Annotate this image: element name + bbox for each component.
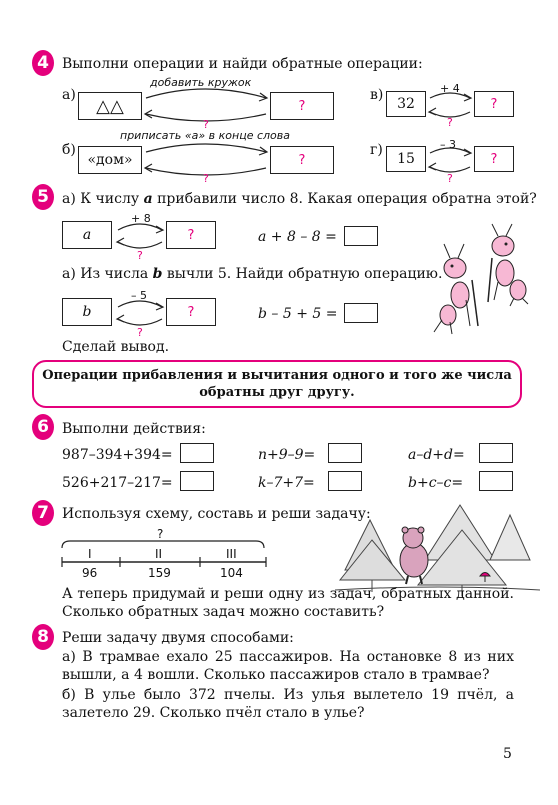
task-4g-op-label: – 3 (440, 138, 456, 151)
task-4g-result-box[interactable]: ? (474, 146, 514, 172)
task-4a-label: а) (62, 87, 76, 103)
task-4a-op-label: добавить кружок (150, 76, 252, 89)
task-7-followup-text: А теперь придумай и реши одну из задач, обратных данной. Сколько обратных задач можно составить? (62, 586, 514, 620)
task-4a-reverse-question: ? (203, 118, 209, 131)
task-4-title: Выполни операции и найди обратные операции: (62, 56, 423, 72)
task-6-expr-1: 987–394+394= (62, 447, 173, 463)
task-8a-text: а) В трамвае ехало 25 пассажиров. На остановке 8 из них вышли, а 4 вошли. Сколько пассажиров стало в трамвае? (62, 649, 514, 683)
task-5-conclusion: Сделай вывод. (62, 339, 170, 355)
task-4g-start-box: 15 (386, 146, 426, 172)
task-4g-reverse-question: ? (447, 172, 453, 185)
triangles-shape: △△ (96, 95, 124, 117)
task-5b-expression: b – 5 + 5 = (258, 306, 338, 322)
task-5b-result-box[interactable]: ? (166, 298, 216, 326)
task-5-badge: 5 (32, 184, 54, 210)
task-7-badge: 7 (32, 500, 54, 526)
task-4b-start-box: «дом» (78, 146, 142, 174)
task-5a-result-box[interactable]: ? (166, 221, 216, 249)
task-8b-text: б) В улье было 372 пчелы. Из улья вылетело 19 пчёл, а залетело 29. Сколько пчёл стало в улье? (62, 687, 514, 721)
task-4v-op-label: + 4 (440, 82, 460, 95)
scheme-part-2: II (155, 547, 163, 561)
task-5b-reverse-question: ? (137, 326, 143, 339)
task-5a-op-label: + 8 (131, 212, 151, 225)
task-5a-start-box: a (62, 221, 112, 249)
task-6-expr-3: a–d+d= (408, 447, 465, 463)
scheme-value-2: 159 (148, 566, 171, 580)
task-7-title: Используя схему, составь и реши задачу: (62, 506, 371, 522)
task-5b-start-box: b (62, 298, 112, 326)
task-8-badge: 8 (32, 624, 54, 650)
task-4a-result-box[interactable]: ? (270, 92, 334, 120)
task-6-badge: 6 (32, 414, 54, 440)
task-4b-reverse-question: ? (203, 172, 209, 185)
task-6-title: Выполни действия: (62, 421, 206, 437)
task-5-part1-text: а) К числу a прибавили число 8. Какая операция обратна этой? (62, 191, 537, 207)
task-5a-reverse-question: ? (137, 249, 143, 262)
task-4v-label: в) (370, 87, 384, 103)
task-4-badge: 4 (32, 50, 54, 76)
rule-line-2: обратны друг другу. (199, 385, 355, 400)
page-number: 5 (503, 746, 512, 762)
task-4v-reverse-question: ? (447, 116, 453, 129)
task-6-expr-6: b+c–c= (408, 475, 464, 491)
task-8-title: Реши задачу двумя способами: (62, 630, 294, 646)
task-5b-op-label: – 5 (131, 289, 147, 302)
task-4v-result-box[interactable]: ? (474, 91, 514, 117)
scheme-value-3: 104 (220, 566, 243, 580)
scheme-question: ? (157, 527, 164, 541)
scheme-part-3: III (226, 547, 237, 561)
task-4v-start-box: 32 (386, 91, 426, 117)
task-6-expr-2: n+9–9= (258, 447, 316, 463)
task-5-part2-text: а) Из числа b вычли 5. Найди обратную операцию. (62, 266, 443, 282)
scheme-value-1: 96 (82, 566, 98, 580)
rule-line-1: Операции прибавления и вычитания одного и того же числа (42, 368, 512, 383)
task-5a-expression: a + 8 – 8 = (258, 229, 337, 245)
task-4b-op-label: приписать «а» в конце слова (120, 129, 290, 142)
task-4b-label: б) (62, 142, 76, 158)
task-4b-result-box[interactable]: ? (270, 146, 334, 174)
scheme-part-1: I (88, 547, 92, 561)
task-6-expr-4: 526+217–217= (62, 475, 173, 491)
task-4g-label: г) (370, 142, 383, 158)
task-6-expr-5: k–7+7= (258, 475, 315, 491)
